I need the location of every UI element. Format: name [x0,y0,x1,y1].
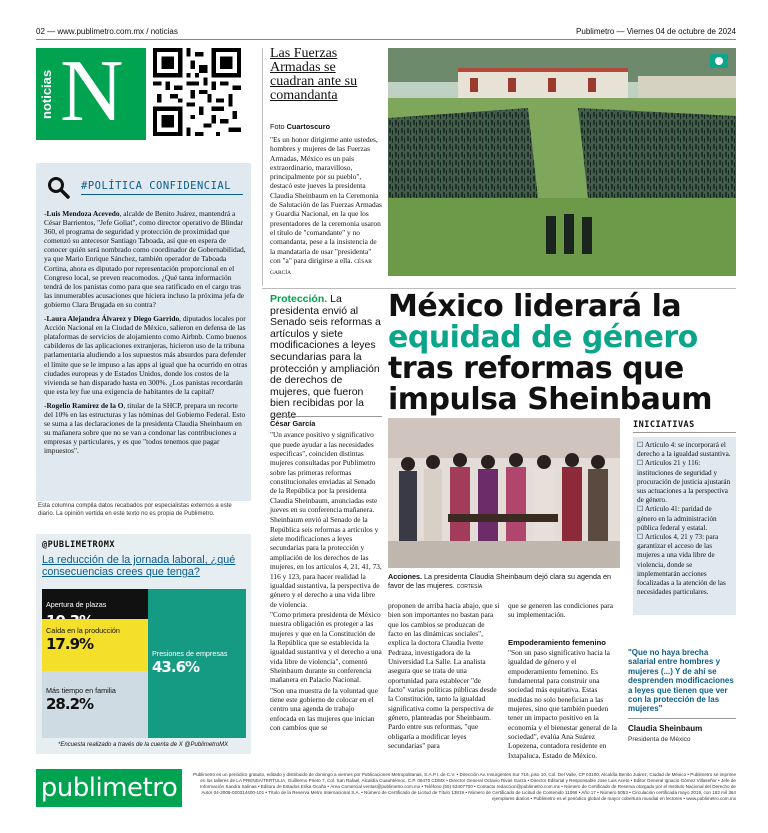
iniciativas-title: INICIATIVAS [633,420,736,433]
section-logo [36,43,146,140]
pull-quote: "Que no haya brecha salarial entre hombres y mujeres (...) Y de ahí se desprenden modificaciones a leyes que tienen que ver con la protección de las mujeres" [628,648,734,714]
story-column-3: que se generen las condiciones para su implementación. Empoderamiento femenino "Son un paso significativo hacia la igualdad de género y el empoderamiento femenino. Es fundamental para construir una sociedad más equitativa. Estas medidas no solo benefician a las mujeres, sino que también pueden tener un impacto positivo en la economía y el bienestar general de la sociedad", evalúa Ana Suárez Lopezena, contadora residente en Ixtapaluca, Estado de México. [508,601,620,760]
poll-bar: Más tiempo en familia 28.2% [42,671,148,738]
list-item: ☐ Artículos 4, 21 y 73: para garantizar el acceso de las mujeres a una vida libre de violencia, donde se implementarán acciones focalizadas a la atención de las necesidades particulares. [637,533,726,597]
publimetro-logo[interactable]: publimetro [36,769,182,807]
photo-credit: Foto Cuartoscuro [270,122,331,131]
column-body [44,209,248,460]
photo-caption: Acciones. La presidenta Claudia Sheinbaum dejó clara su agenda en favor de las mujeres. CORTESÍA [388,572,611,590]
column-divider [262,48,263,286]
column-tag: #POLÍTICA CONFIDENCIAL [81,180,232,192]
list-item: ☐ Artículo 4: se incorporará el derecho a la igualdad sustantiva. [637,441,731,459]
column-item: -Luis Mendoza Acevedo, alcalde de Benito Juárez, mantendrá a César Barrientos, "Jefe Goliat", como director operativo de Blindar 360, el programa de seguridad y protección de proximidad que comenzó su antecesor Santiago Taboada, así que en espera de conocer quién será nombrado como coordinador de Gobernabilidad, ya que Mario Enrique Sánchez, también operador de Taboada Cortina, ahora es diputado por representación proporcional en el Congreso local, se preven reacomodos. ¿Qué tanta información tendrá de los panistas como para que sea ratificado en el cargo tras las innumerables acusaciones que hiciera incluso la próxima jefa de gobierno Clara Brugada en su contra? [44,209,246,309]
story-column-2: proponen de arriba hacia abajo, que si bien son importantes no bastan para que los cambios se produzcan de facto en las dinámicas sociales", explica la doctora Claudia Ivette Pedraza, investigadora de la Universidad La Salle. La analista asegura que se trata de una oportunidad para establecer "de facto" varias políticas públicas desde la Constitución, tanto la igualdad significativa como la perspectiva de género, planteadas por Sheinbaum. Pardo entre sus reformas, "que obligaría a modificar leyes secundarias" para [388,601,500,751]
column-disclaimer: Esta columna compila datos recabados por especialistas externos a este diario. La opinión vertida en este texto no es propia de Publimetro. [38,503,232,517]
tag-rule [81,194,243,195]
search-icon [46,175,70,199]
iniciativas-box [633,420,736,615]
column-item: -Rogelio Ramírez de la O, titular de la SHCP, prepara un recorte del 10% en las estructuras y las nóminas del Gobierno Federal. Esto se suma a las declaraciones de la presidenta Claudia Sheinbaum en su mañanera sobre que no se van a condonar las contribuciones a empresas y particulares, y es que "todos tenemos que pagar impuestos". [44,400,246,456]
section-letter: N [60,43,124,140]
poll-footnote: *Encuesta realizado a través de la cuenta de X @PublimetroMX [58,742,229,748]
subhead: Empoderamiento femenino [508,637,606,647]
women-event-photo [388,418,620,568]
column-item: -Laura Alejandra Álvarez y Diego Garrido, diputados locales por Acción Nacional en la Ciudad de México, salieron en defensa de las plataformas de servicios de alojamiento como Airbnb. Como buenos cabilderos de las aplicaciones extranjeras, hicieron uso de la tribuna parlamentaria aludiendo a los supuestos más absurdos para defender el límite que se le impuso a las apps al igual que ha ocurrido en otras ciudades europeas y de Estados Unidos, donde los costos de la vivienda se han disparado hasta en 300%. ¿Los panistas recordarán que esta ley fue una exigencia de habitantes de la capital? [44,314,248,396]
list-item: ☐ Artículo 41: paridad de género en la administración pública federal y estatal. [637,505,717,532]
politica-confidencial-box [36,163,251,501]
poll-bar: Caída en la producción 17.9% [42,619,148,671]
poll-bar: Presiones de empresas 43.6% [148,589,246,738]
qr-code[interactable] [153,48,241,136]
byline-rule [270,416,382,417]
iniciativas-list [633,437,736,615]
poll-handle: @PUBLIMETROMX [42,540,116,550]
military-ceremony-photo [388,48,736,276]
article-title[interactable]: Las Fuerzas Armadas se cuadran ante su comandanta [270,46,358,103]
story-headline[interactable]: México liderará la equidad de género tras reformas que impulsa Sheinbaum [388,289,712,417]
imprint: Publimetro es un periódico gratuito, editado y distribuido de domingo a viernes por Publicaciones Metropolitanas, S.A.P.I. de C.V. • Dirección Av. Insurgentes Sur 716, piso 10, Col. Del Valle, CP 03100, Alcaldía Benito Juárez, Ciudad de México • Publimetro se imprime en los talleres de LA PRENSA/TERTULIA, Guillermo Prieto 7, Col. San Rafael, Alcaldía Cuauhtémoc, C.P. 06470 CDMX • Director General Octavio Rivas Garza • Director Editorial y Responsable Jose Luis Aceto • Editor General Ignacio Gómez Villaseñor • Jefe de Información Sandra Salinas • Editora de Estados Erika Ocaña • Área Comercial ventas@publimetro.com.mx • Teléfono (55) 53407700 • Contacto redaccion@publimetro.com.mx • Número de Certificado de Reserva otorgado por el Instituto Nacional del Derecho de Autor 04-2006-020314400-101 • Título de la Reserva Metro Internacional S.A. • Número de Certificado de Licitud de Título 13819 • Número de Certificado de Licitud de Contenido 11066 • Año 17 • Número 5053 • Circulación certificada mayo 2019, con 162 mil 364 ejemplares diarios • Publimetro es el periódico global de mayor cobertura mundial en lectores • www.publimetro.com.mx [193,772,736,801]
page-folio: 02 — www.publimetro.com.mx / noticias [36,27,178,36]
byline: César García [270,419,316,428]
section-name: noticias [39,69,54,119]
header-rule [36,39,736,40]
story-lede: Protección. La presidenta envió al Senado seis reformas a artículos y siete modificaciones a leyes secundarias para la protección y ampliación de derechos de mujeres, que fueron bien recibidas por la gente [270,293,381,421]
poll-question: La reducción de la jornada laboral, ¿qué consecuencias crees que tenga? [42,554,236,578]
page-header [36,27,736,39]
quote-role: Presidenta de México [628,736,691,743]
quote-rule [628,718,736,719]
list-item: ☐ Artículos 21 y 116: instituciones de seguridad y procuración de justicia ajustarán sus actuaciones a la perspectiva de género. [637,459,731,505]
issue-date: Publimetro — Viernes 04 de octubre de 2024 [576,27,736,36]
quote-author: Claudia Sheinbaum [628,724,703,733]
poll-bar: Apertura de plazas [42,589,148,619]
story-column-1: César García "Un avance positivo y significativo que puede ayudar a las necesidades específicas", coinciden distintas mujeres consultadas por Publimetro sobre las primeras reformas constitucionales enviadas al Senado de la República por la presidenta Claudia Sheinbaum, anunciadas este jueves en su conferencia mañanera. Sheinbaum envió al Senado de la República seis reformas a artículos y siete modificaciones a leyes secundarias para la protección y ampliación de los derechos de las mujeres, en los artículos 4, 21, 41, 73, 116 y 123, para hacer realidad la igualdad sustantiva, la perspectiva de género y el derecho a una vida libre de violencia. "Como primera presidenta de México nuestra obligación es proteger a las mujeres y que en la Constitución de la República que se establecida la igualdad sustantiva y el derecho a una vida libre de violencia", comentó Sheinbaum durante su conferencia mañanera en Palacio Nacional. "Son una muestra de la voluntad que tiene este gobierno de colocar en el centro una agenda de trabajo enfocada en las mujeres que inician con cambios que se [270,419,382,732]
poll-box [36,534,251,754]
article-body: "Es un honor dirigirme ante ustedes, hombres y mujeres de las Fuerzas Armadas, México es un país extraordinario, maravilloso, principalmente por su pueblo", destacó este jueves la presidenta Claudia Sheinbaum en la Ceremonia de Salutación de las Fuerzas Armadas y Guardia Nacional, en la que los presentadores de la ceremonia usaron el título de "comandante" y no comandanta, pese a la insistencia de la mandataria de usar "presidenta" con "a" para dirigirse a ella. CÉSAR GARCÍA [270,135,382,277]
